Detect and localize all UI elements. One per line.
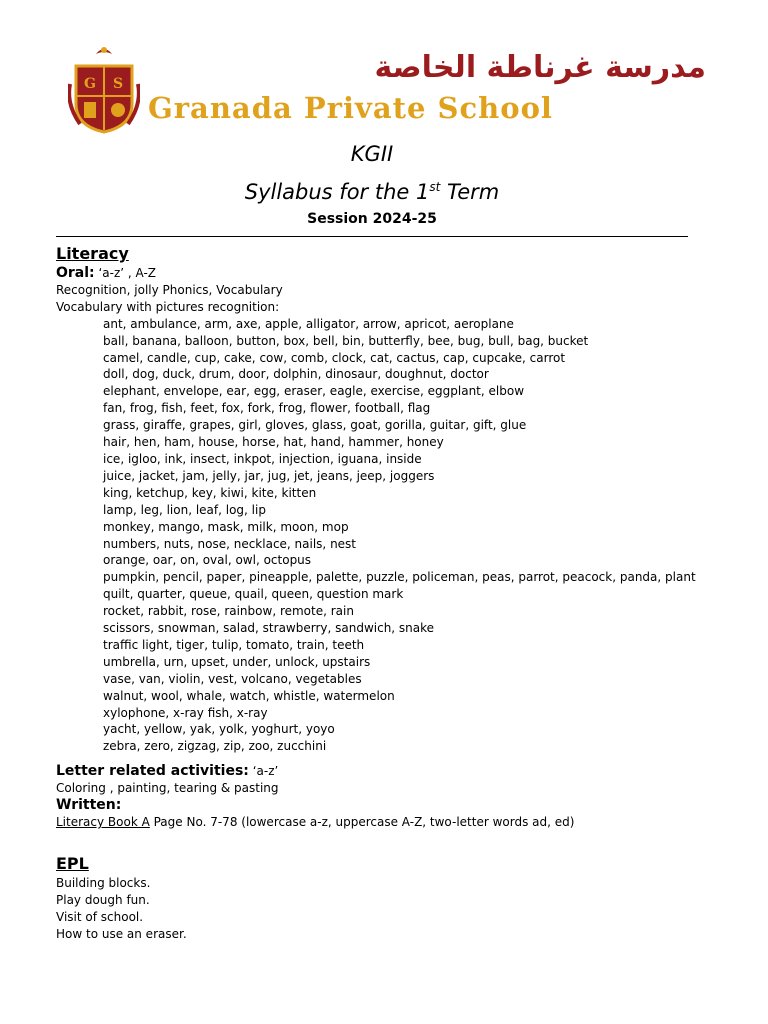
vocab-line-t: traffic light, tiger, tulip, tomato, train, teeth xyxy=(103,637,365,652)
epl-item: Visit of school. xyxy=(56,909,144,924)
svg-text:G: G xyxy=(84,76,96,92)
vocab-line-l: lamp, leg, lion, leaf, log, lip xyxy=(103,502,266,517)
written-book: Literacy Book A xyxy=(56,815,150,829)
vocab-line-s: scissors, snowman, salad, strawberry, sandwich, snake xyxy=(103,621,435,636)
grade-title: KGII xyxy=(350,142,394,166)
spacer xyxy=(56,831,746,853)
vocab-line-d: doll, dog, duck, drum, door, dolphin, dinosaur, doughnut, doctor xyxy=(103,367,489,382)
vocab-line-m: monkey, mango, mask, milk, moon, mop xyxy=(103,519,349,534)
vocab-line-y: yacht, yellow, yak, yolk, yoghurt, yoyo xyxy=(103,722,335,737)
vocab-line-b: ball, banana, balloon, button, box, bell, bin, butterfly, bee, bug, bull, bag, bucket xyxy=(103,333,589,348)
recognition-line: Recognition, jolly Phonics, Vocabulary xyxy=(56,282,283,297)
vocab-line-g: grass, giraffe, grapes, girl, gloves, glass, goat, gorilla, guitar, gift, glue xyxy=(103,418,527,433)
title-block xyxy=(0,140,744,229)
oral-label: Oral: xyxy=(56,265,95,281)
written-detail: Page No. 7-78 (lowercase a-z, uppercase A-Z, two-letter words ad, ed) xyxy=(149,815,575,829)
session-title: Session 2024-25 xyxy=(307,211,437,227)
letter-activities-value: ‘a-z’ xyxy=(248,764,279,779)
vocab-line-j: juice, jacket, jam, jelly, jar, jug, jet, jeans, jeep, joggers xyxy=(103,468,435,483)
vocab-line-f: fan, frog, fish, feet, fox, fork, frog, flower, football, flag xyxy=(103,401,431,416)
oral-line xyxy=(56,265,746,282)
school-crest-logo xyxy=(68,44,140,134)
epl-heading: EPL xyxy=(56,853,89,873)
syllabus-title xyxy=(0,172,744,207)
school-name: Granada Private School xyxy=(148,91,553,125)
syllabus-title-suffix: Term xyxy=(440,180,500,204)
vocab-line-a: ant, ambulance, arm, axe, apple, alligator, arrow, apricot, aeroplane xyxy=(103,316,514,331)
letter-activities-line xyxy=(56,763,746,780)
vocab-line-h: hair, hen, ham, house, horse, hat, hand, hammer, honey xyxy=(103,435,444,450)
arabic-school-name: مدرسة غرناطة الخاصة xyxy=(374,50,706,85)
vocab-line-x: xylophone, x-ray fish, x-ray xyxy=(103,705,268,720)
written-line xyxy=(56,814,746,831)
oral-value: ‘a-z’ , A-Z xyxy=(94,266,157,280)
vocab-line-q: quilt, quarter, queue, quail, queen, question mark xyxy=(103,587,404,602)
vocab-line-i: ice, igloo, ink, insect, inkpot, injection, iguana, inside xyxy=(103,451,422,466)
vocab-line-p: pumpkin, pencil, paper, pineapple, palette, puzzle, policeman, peas, parrot, peacock, panda, plant xyxy=(103,570,696,585)
vocab-line-v: vase, van, violin, vest, volcano, vegetables xyxy=(103,671,362,686)
vocab-line-c: camel, candle, cup, cake, cow, comb, clock, cat, cactus, cap, cupcake, carrot xyxy=(103,350,566,365)
vocab-line-w: walnut, wool, whale, watch, whistle, watermelon xyxy=(103,688,395,703)
svg-text:S: S xyxy=(112,76,124,92)
syllabus-title-ordinal: st xyxy=(429,180,441,194)
vocab-line-u: umbrella, urn, upset, under, unlock, upstairs xyxy=(103,654,371,669)
vocab-line-r: rocket, rabbit, rose, rainbow, remote, rain xyxy=(103,604,354,619)
epl-item: Building blocks. xyxy=(56,875,151,890)
epl-item: How to use an eraser. xyxy=(56,926,187,941)
vocab-line-e: elephant, envelope, ear, egg, eraser, eagle, exercise, eggplant, elbow xyxy=(103,384,525,399)
written-label: Written: xyxy=(56,797,122,814)
letter-activities-label: Letter related activities: xyxy=(56,763,249,780)
epl-item: Play dough fun. xyxy=(56,892,150,907)
spacer xyxy=(56,755,746,763)
syllabus-content xyxy=(56,243,746,943)
literacy-heading: Literacy xyxy=(56,244,129,263)
vocab-line-o: orange, oar, on, oval, owl, octopus xyxy=(103,553,312,568)
vocab-line-n: numbers, nuts, nose, necklace, nails, nest xyxy=(103,536,357,551)
vocab-intro: Vocabulary with pictures recognition: xyxy=(56,299,280,314)
syllabus-title-prefix: Syllabus for the 1 xyxy=(244,180,430,204)
letter-activities-list: Coloring , painting, tearing & pasting xyxy=(56,781,279,796)
vocab-line-z: zebra, zero, zigzag, zip, zoo, zucchini xyxy=(103,739,327,754)
school-header xyxy=(66,44,706,134)
vocab-line-k: king, ketchup, key, kiwi, kite, kitten xyxy=(103,485,317,500)
horizontal-divider xyxy=(56,236,688,237)
